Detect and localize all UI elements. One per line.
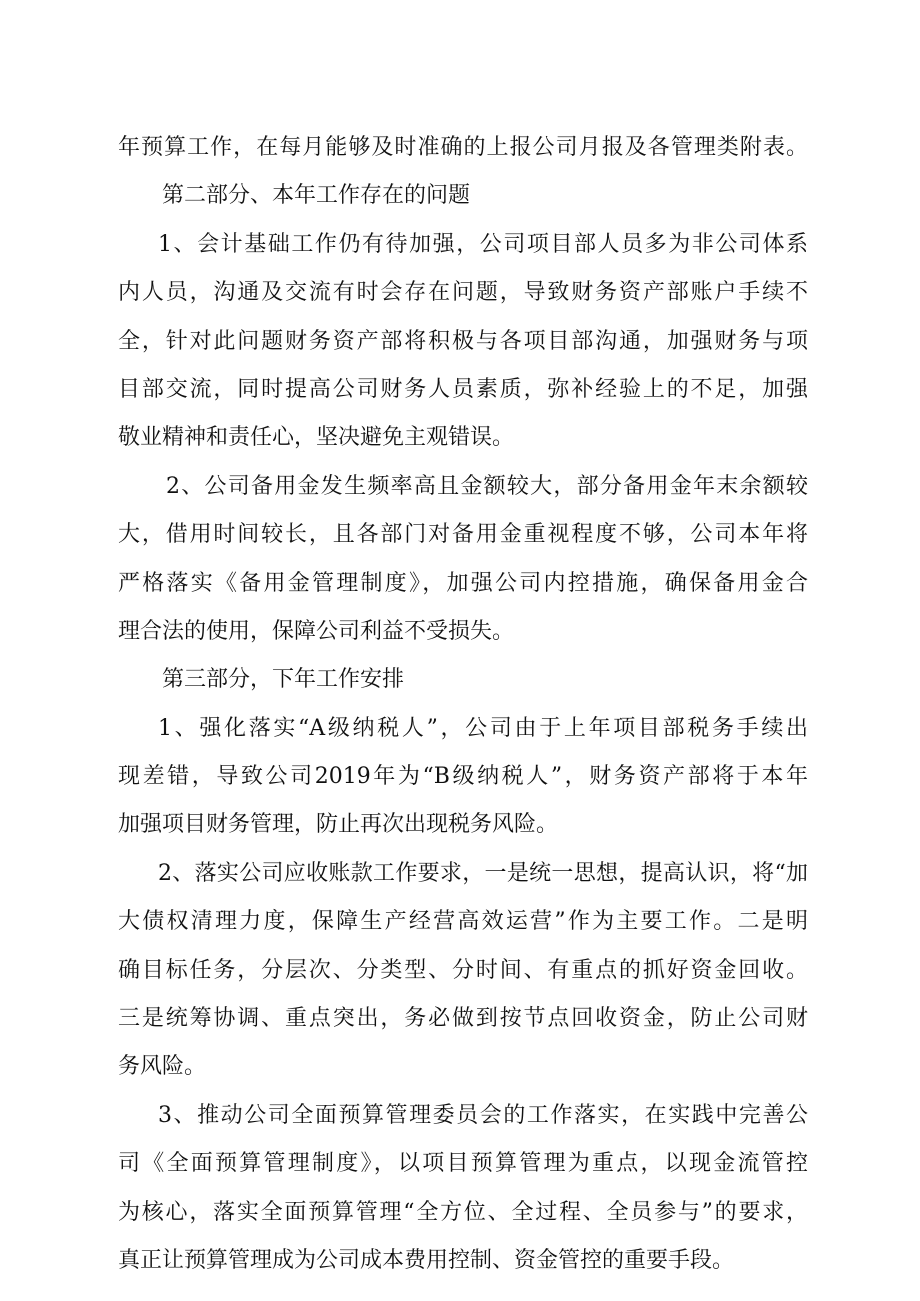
paragraph-line: 现差错，导致公司2019年为“B级纳税人”，财务资产部将于本年 bbox=[118, 764, 808, 790]
paragraph-line: 大，借用时间较长，且各部门对备用金重视程度不够，公司本年将 bbox=[118, 522, 808, 548]
section-heading-part-two: 第二部分、本年工作存在的问题 bbox=[162, 183, 471, 209]
paragraph-line: 加强项目财务管理，防止再次出现税务风险。 bbox=[118, 812, 559, 838]
document-body bbox=[118, 124, 808, 1285]
paragraph-line: 真正让预算管理成为公司成本费用控制、资金管控的重要手段。 bbox=[118, 1247, 735, 1273]
paragraph-line: 务风险。 bbox=[118, 1054, 207, 1080]
paragraph-line: 理合法的使用，保障公司利益不受损失。 bbox=[118, 618, 515, 644]
paragraph-line: 严格落实《备用金管理制度》，加强公司内控措施，确保备用金合 bbox=[118, 570, 808, 596]
paragraph-line: 1、会计基础工作仍有待加强，公司项目部人员多为非公司体系 bbox=[158, 231, 808, 257]
paragraph-line: 年预算工作，在每月能够及时准确的上报公司月报及各管理类附表。 bbox=[118, 135, 808, 160]
paragraph-line: 敬业精神和责任心，坚决避免主观错误。 bbox=[118, 425, 515, 451]
paragraph-line: 司《全面预算管理制度》，以项目预算管理为重点，以现金流管控 bbox=[118, 1151, 808, 1177]
paragraph-line: 大债权清理力度，保障生产经营高效运营”作为主要工作。二是明 bbox=[118, 909, 808, 935]
paragraph-line: 3、推动公司全面预算管理委员会的工作落实，在实践中完善公 bbox=[158, 1102, 808, 1128]
paragraph-line: 2、公司备用金发生频率高且金额较大，部分备用金年末余额较 bbox=[166, 473, 808, 499]
paragraph-line: 三是统筹协调、重点突出，务必做到按节点回收资金，防止公司财 bbox=[118, 1006, 808, 1032]
paragraph-line: 2、落实公司应收账款工作要求，一是统一思想，提高认识，将“加 bbox=[158, 860, 808, 886]
paragraph-line: 内人员，沟通及交流有时会存在问题，导致财务资产部账户手续不 bbox=[118, 280, 808, 306]
paragraph-line: 全，针对此问题财务资产部将积极与各项目部沟通，加强财务与项 bbox=[118, 328, 808, 354]
paragraph-line: 为核心，落实全面预算管理“全方位、全过程、全员参与”的要求， bbox=[118, 1199, 808, 1225]
paragraph-line: 目部交流，同时提高公司财务人员素质，弥补经验上的不足，加强 bbox=[118, 376, 808, 402]
paragraph-line: 确目标任务，分层次、分类型、分时间、有重点的抓好资金回收。 bbox=[118, 957, 808, 983]
paragraph-line: 1、强化落实“A级纳税人”，公司由于上年项目部税务手续出 bbox=[158, 715, 808, 741]
section-heading-part-three: 第三部分，下年工作安排 bbox=[162, 667, 405, 693]
